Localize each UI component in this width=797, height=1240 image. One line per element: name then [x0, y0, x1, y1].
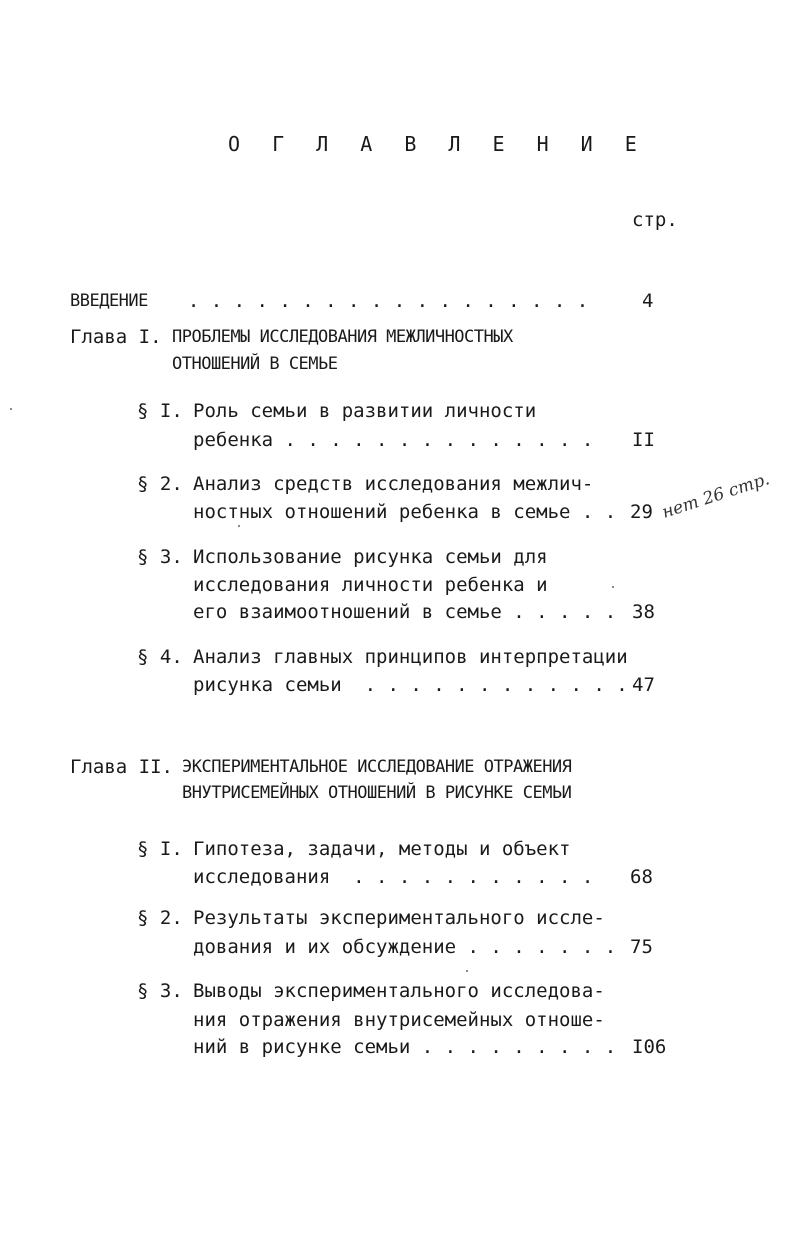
section-text-line: рисунка семьи . . . . . . . . . . . .	[193, 674, 628, 696]
section-text-line: исследования личности ребенка и	[193, 574, 548, 596]
chapter2-title-line1: ЭКСПЕРИМЕНТАЛЬНОЕ ИССЛЕДОВАНИЕ ОТРАЖЕНИЯ	[182, 757, 572, 777]
section-page: 75	[630, 936, 653, 958]
scan-speck	[238, 525, 240, 527]
scan-speck	[10, 408, 12, 410]
section-text-line: ребенка . . . . . . . . . . . . . .	[193, 429, 594, 451]
scan-speck	[612, 586, 614, 588]
section-text-line: ний в рисунке семьи . . . . . . . . .	[193, 1036, 617, 1058]
section-page: II	[632, 429, 655, 451]
page-column-label: стр.	[632, 209, 678, 231]
section-mark: § 4.	[137, 646, 183, 668]
section-mark: § I.	[137, 838, 183, 860]
section-text-line: Выводы экспериментального исследова-	[193, 980, 605, 1002]
handwritten-margin-note: нет 26 стр.	[659, 469, 773, 523]
section-text-line: Использование рисунка семьи для	[193, 546, 548, 568]
chapter1-title-line1: ПРОБЛЕМЫ ИССЛЕДОВАНИЯ МЕЖЛИЧНОСТНЫХ	[172, 327, 513, 347]
section-text-line: Анализ средств исследования межлич-	[193, 473, 594, 495]
intro-label: ВВЕДЕНИЕ	[70, 291, 148, 311]
section-page: 68	[630, 866, 653, 888]
section-mark: § 3.	[137, 546, 183, 568]
section-page: 38	[632, 601, 655, 623]
chapter1-title-line2: ОТНОШЕНИЙ В СЕМЬЕ	[172, 354, 338, 374]
section-text-line: Гипотеза, задачи, методы и объект	[193, 838, 571, 860]
section-text-line: ностных отношений ребенка в семье . .	[193, 501, 617, 523]
section-page: I06	[632, 1036, 667, 1058]
page-title: О Г Л А В Л Е Н И Е	[228, 132, 647, 156]
scan-speck	[466, 970, 468, 972]
section-mark: § 3.	[137, 980, 183, 1002]
section-text-line: ния отражения внутрисемейных отноше-	[193, 1009, 605, 1031]
chapter1-prefix: Глава I.	[70, 326, 162, 348]
chapter2-prefix: Глава II.	[70, 756, 173, 778]
intro-dots: . . . . . . . . . . . . . . . . . .	[165, 290, 589, 312]
section-mark: § I.	[137, 400, 183, 422]
section-mark: § 2.	[137, 907, 183, 929]
section-text-line: Роль семьи в развитии личности	[193, 400, 537, 422]
section-text-line: дования и их обсуждение . . . . . . .	[193, 936, 617, 958]
chapter2-title-line2: ВНУТРИСЕМЕЙНЫХ ОТНОШЕНИЙ В РИСУНКЕ СЕМЬИ	[182, 783, 572, 803]
section-text-line: его взаимоотношений в семье . . . . .	[193, 601, 617, 623]
section-text-line: Результаты экспериментального иссле-	[193, 907, 605, 929]
section-page: 47	[632, 674, 655, 696]
section-page: 29	[630, 501, 653, 523]
section-mark: § 2.	[137, 473, 183, 495]
section-text-line: исследования . . . . . . . . . . .	[193, 866, 594, 888]
intro-page: 4	[642, 290, 654, 312]
section-text-line: Анализ главных принципов интерпретации	[193, 646, 628, 668]
